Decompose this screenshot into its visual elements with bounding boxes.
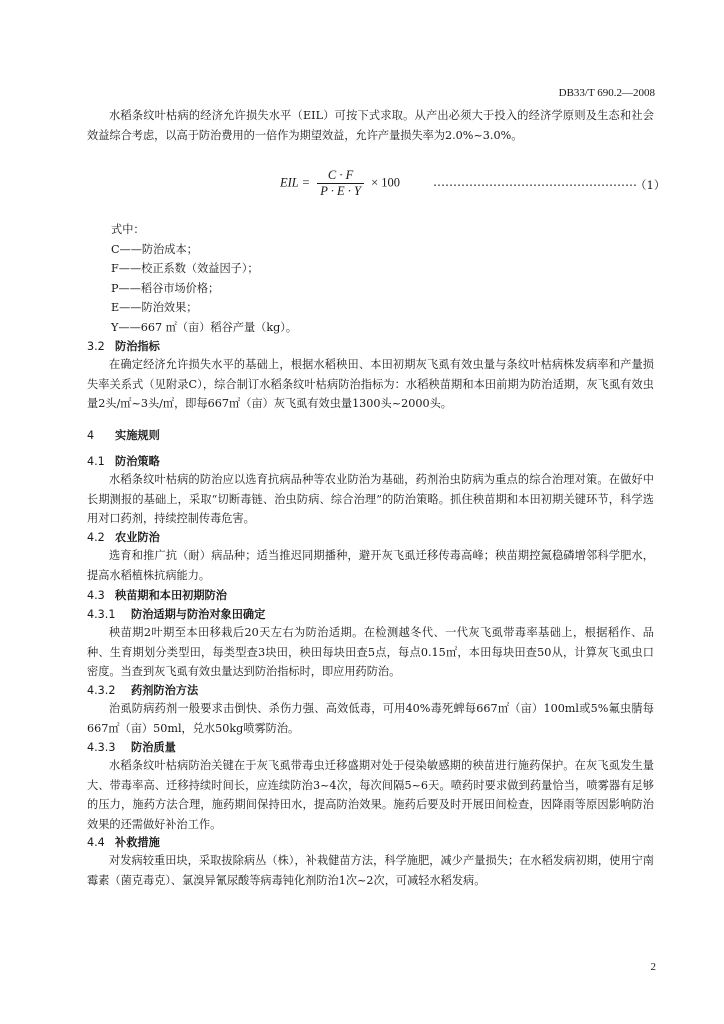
section-3-2-paragraph: 在确定经济允许损失水平的基础上，根据水稻秧田、本田初期灰飞虱有效虫量与条纹叶枯病株发病率和产量损失率关系式（见附录C），综合制订水稻条纹叶枯病防治指标为：水稻秧苗期和本田前期为防治适期，灰飞虱有效虫量2头/㎡~3头/㎡，即每667㎡（亩）灰飞虱有效虫量1300头~2000头。 xyxy=(87,358,654,410)
legend-item: F——校正系数（效益因子）； xyxy=(111,262,259,275)
section-4-3-3-heading: 4.3.3 防治质量 xyxy=(87,741,176,754)
section-4-3-1-paragraph: 秧苗期2叶期至本田移栽后20天左右为防治适期。在检测越冬代、一代灰飞虱带毒率基础上，根据稻作、品种、生育期划分类型田，每类型查3块田，秧田每块田查5点，每点0.15㎡，本田每块田查50从，计算灰飞虱虫口密度。当查到灰飞虱有效虫量达到防治指标时，即应用药防治。 xyxy=(87,626,654,678)
section-4-3-2-paragraph: 治虱防病药剂一般要求击倒快、杀伤力强、高效低毒，可用40%毒死蜱每667㎡（亩）100ml或5%氟虫腈每667㎡（亩）50ml，兑水50kg喷雾防治。 xyxy=(87,702,654,735)
section-4-3-2-heading: 4.3.2 药剂防治方法 xyxy=(87,684,199,697)
section-4-4-paragraph: 对发病较重田块，采取拔除病丛（株），补栽健苗方法，科学施肥，减少产量损失；在水稻发病初期，使用宁南霉素（菌克毒克）、氯溴异氰尿酸等病毒钝化剂防治1次~2次，可减轻水稻发病。 xyxy=(87,854,654,887)
section-4-4-heading: 4.4 补救措施 xyxy=(87,836,160,849)
legend-intro: 式中： xyxy=(111,223,145,236)
legend-item: E——防治效果； xyxy=(111,301,198,314)
section-4-3-3-paragraph: 水稻条纹叶枯病防治关键在于灰飞虱带毒虫迁移盛期对处于侵染敏感期的秧苗进行施药保护。在灰飞虱发生量大、带毒率高、迁移持续时间长，应连续防治3~4次，每次间隔5~6天。喷药时要求做到药量恰当，喷雾器有足够的压力，施药方法合理，施药期间保持田水，提高防治效果。施药后要及时开展田间检查，因降雨等原因影响防治效果的还需做好补治工作。 xyxy=(87,759,654,831)
page-number: 2 xyxy=(650,961,656,973)
formula-denominator: P · E · Y xyxy=(320,184,361,198)
formula-leader: …………………………………………… xyxy=(433,175,637,189)
section-4-1-heading: 4.1 防治策略 xyxy=(87,455,160,468)
intro-paragraph: 水稻条纹叶枯病的经济允许损失水平（EIL）可按下式求取。从产出必须大于投入的经济学原则及生态和社会效益综合考虑，以高于防治费用的一倍作为期望效益，允许产量损失率为2.0%~3.0%。 xyxy=(87,109,654,142)
formula-factor: × 100 xyxy=(371,175,401,190)
legend-item: Y——667 ㎡（亩）稻谷产量（kg）。 xyxy=(111,321,298,334)
formula-number: （1） xyxy=(635,178,666,192)
section-3-2-heading: 3.2 防治指标 xyxy=(87,340,160,353)
section-4-3-1-heading: 4.3.1 防治适期与防治对象田确定 xyxy=(87,608,266,621)
section-4-1-paragraph: 水稻条纹叶枯病的防治应以选育抗病品种等农业防治为基础，药剂治虫防病为重点的综合治理对策。在做好中长期测报的基础上，采取“切断毒链、治虫防病、综合治理”的防治策略。抓住秧苗期和本田初期关键环节，科学选用对口药剂，持续控制传毒危害。 xyxy=(87,473,654,525)
section-4-2-paragraph: 选育和推广抗（耐）病品种；适当推迟同期播种，避开灰飞虱迁移传毒高峰；秧苗期控氮稳磷增邻科学肥水，提高水稻植株抗病能力。 xyxy=(87,549,654,582)
section-4-2-heading: 4.2 农业防治 xyxy=(87,531,160,544)
eil-formula xyxy=(280,168,400,199)
formula-fraction xyxy=(317,168,364,199)
formula-numerator: C · F xyxy=(317,168,364,184)
legend-item: P——稻谷市场价格； xyxy=(111,282,220,295)
formula-lhs: EIL = xyxy=(280,175,311,190)
section-4-heading: 4 实施规则 xyxy=(87,429,160,442)
section-4-3-heading: 4.3 秧苗期和本田初期防治 xyxy=(87,589,227,602)
document-id: DB33/T 690.2—2008 xyxy=(558,87,655,99)
legend-item: C——防治成本； xyxy=(111,243,198,256)
